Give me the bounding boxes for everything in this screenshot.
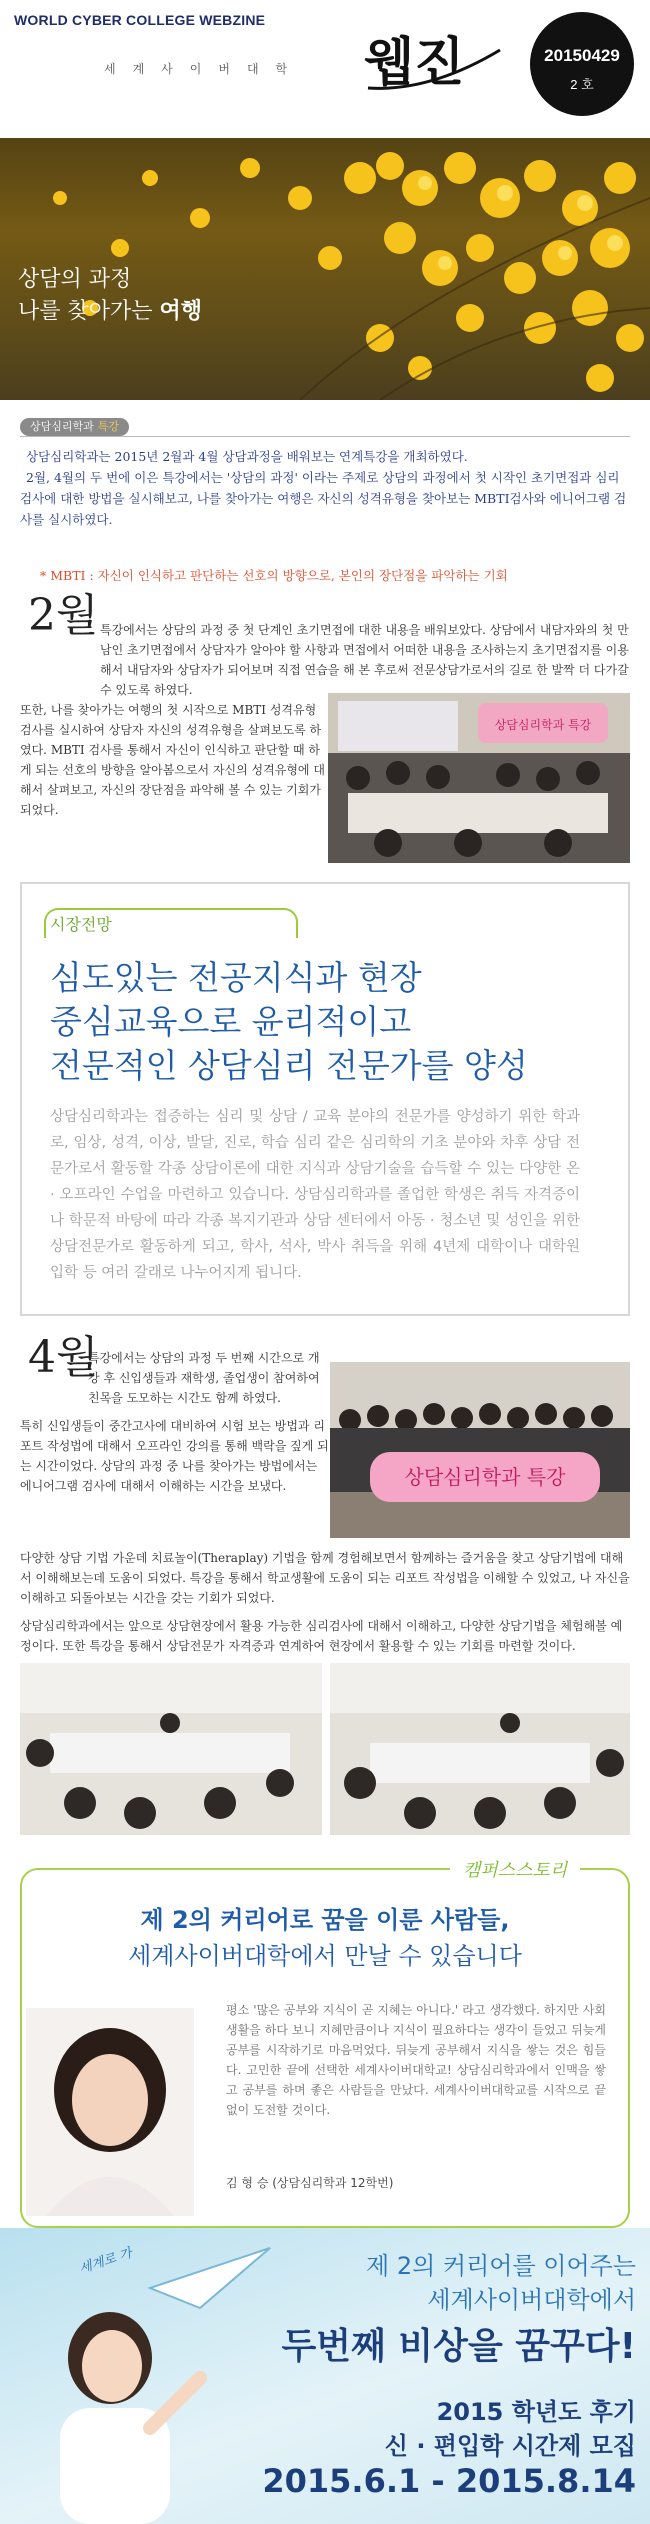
banner-line: 세계사이버대학에서 bbox=[427, 2286, 636, 2314]
webzine-logo bbox=[360, 22, 520, 102]
apr-wide-text bbox=[20, 1548, 630, 1664]
apr-dropcap: 4월 bbox=[28, 1332, 99, 1383]
student-quote: 평소 '많은 공부와 지식이 곧 지혜는 아니다.' 라고 생각했다. 하지만 사회생활을 하다 보니 지혜만큼이나 지식이 필요하다는 생각이 들었고 뒤늦게 공부를 시작하기로 마음먹었다. 뒤늦게 공부해서 지식을 쌓는 것은 힘들다. 고민한 끝에 선택한 세계사이버대학교! 상담심리학과에서 인맥을 쌓고 공부를 하며 좋은 사람들을 만났다. 세계사이버대학교를 시작으로 끝없이 도전할 것이다. bbox=[226, 2003, 606, 2117]
market-outlook-body: 상담심리학과는 접증하는 심리 및 상담 / 교육 분야의 전문가를 양성하기 위한 학과로, 임상, 성격, 이상, 발달, 진로, 학습 심리 같은 심리학의 기초 분야와 차후 상담 전문가로서 활동할 각종 상담이론에 대한 지식과 상담기술을 습득할 수 있는 다양한 온 · 오프라인 수업을 마련하고 있습니다. 상담심리학과를 졸업한 학생은 취득 자격증이나 학문적 바탕에 따라 각종 복지기관과 상담 센터에서 아동 · 청소년 및 성인을 위한 상담전문가로 활동하게 되고, 학사, 석사, 박사 취득을 위해 4년제 대학이나 대학원 입학 등 여러 갈래로 나누어지게 됩니다. bbox=[50, 1109, 580, 1281]
student-portrait bbox=[26, 2008, 194, 2216]
campus-story-title: 제 2의 커리어로 꿈을 이룬 사람들, bbox=[140, 1906, 510, 1934]
issue-number: 2 호 bbox=[570, 77, 594, 92]
issue-badge bbox=[530, 12, 634, 116]
mbti-note: * MBTI : 자신이 인식하고 판단하는 선호의 방향으로, 본인의 장단점을 파악하는 기회 bbox=[40, 568, 508, 583]
student-author: 김 형 승 (상담심리학과 12학번) bbox=[226, 2176, 394, 2190]
theraplay-photo-left bbox=[20, 1663, 322, 1835]
theraplay-photo-right bbox=[330, 1663, 630, 1835]
market-outlook-title-line: 중심교육으로 윤리적이고 bbox=[50, 1002, 412, 1041]
market-outlook-title-line: 전문적인 상담심리 전문가를 양성 bbox=[50, 1046, 528, 1085]
hero-subtitle-bold: 여행 bbox=[159, 299, 203, 324]
hero-subtitle bbox=[18, 294, 202, 325]
section-divider bbox=[20, 436, 630, 437]
feb-dropcap: 2월 bbox=[28, 590, 99, 641]
issue-date: 20150429 bbox=[544, 46, 620, 65]
campus-story-subtitle: 세계사이버대학에서 만날 수 있습니다 bbox=[128, 1942, 522, 1970]
feb-lecture-photo bbox=[328, 693, 630, 863]
intro-text bbox=[20, 446, 630, 530]
apr-lead-text: 특강에서는 상담의 과정 두 번째 시간으로 개강 후 신입생들과 재학생, 졸업생이 참여하여 친목을 도모하는 시간도 함께 하였다. bbox=[88, 1351, 320, 1405]
market-outlook-title bbox=[50, 956, 590, 1088]
section-tag bbox=[20, 418, 129, 436]
section-tag-sub: 특강 bbox=[97, 420, 120, 433]
banner-headline: 두번째 비상을 꿈꾸다! bbox=[281, 2326, 636, 2367]
apr-body-text: 특히 신입생들이 중간고사에 대비하여 시험 보는 방법과 리포트 작성법에 대해서 오프라인 강의를 통해 백락을 짚게 되는 시간이었다. 상담의 과정 중 나를 찾아가는 방법에서는 에니어그램 검사에 대해서 이해하는 시간을 보냈다. bbox=[20, 1419, 329, 1493]
section-tag-label: 상담심리학과 bbox=[30, 420, 94, 433]
banner-term: 2015 학년도 후기 bbox=[436, 2398, 636, 2426]
header bbox=[0, 0, 650, 138]
brand-title: WORLD CYBER COLLEGE WEBZINE bbox=[14, 12, 266, 28]
feb-lead-text: 특강에서는 상담의 과정 중 첫 단계인 초기면접에 대한 내용을 배워보았다. 상담에서 내담자와의 첫 만남인 초기면접에서 상담자가 알아야 할 사항과 면접에서 어떠한 내용을 조사하는지 초기면접지를 이용해서 내담자와 상담자가 되어보며 직접 연습을 해 본 후로써 전문상담가로서의 길로 한 발짝 더 다가갈 수 있도록 하였다. bbox=[100, 623, 629, 697]
feb-body-text: 또한, 나를 찾아가는 여행의 첫 시작으로 MBTI 성격유형검사를 실시하여 상담자 자신의 성격유형을 살펴보도록 하였다. MBTI 검사를 통해서 자신이 인식하고 판단할 때 하게 되는 선호의 방향을 알아봄으로서 자신의 성격유형에 대해서 살펴보고, 자신의 장단점을 파악해 볼 수 있는 기회가 되었다. bbox=[20, 703, 325, 817]
apr-wide-paragraph: 다양한 상담 기법 가운데 치료놀이(Theraplay) 기법을 함께 경험해보면서 함께하는 즐거움을 찾고 상담기법에 대해서 이해해보는데 도움이 되었다. 특강을 통해서 학교생활에 도움이 되는 리포트 작성법을 이해할 수 있었고, 나 자신을 이해하고 되돌아보는 시간을 갖는 기회가 되었다. bbox=[20, 1551, 630, 1605]
banner-recruitment: 신 · 편입학 시간제 모집 bbox=[384, 2432, 636, 2460]
market-outlook-title-line: 심도있는 전공지식과 현장 bbox=[50, 958, 422, 997]
intro-paragraph: 2월, 4월의 두 번에 이은 특강에서는 '상담의 과정' 이라는 주제로 상담의 과정에서 첫 시작인 초기면접과 심리검사에 대한 방법을 실시해보고, 나를 찾아가는 여행은 자신의 성격유형을 찾아보는 MBTI검사와 에니어그램 검사를 실시하였다. bbox=[20, 470, 627, 527]
hero-subtitle-prefix: 나를 찾아가는 bbox=[18, 299, 160, 324]
apr-group-photo bbox=[330, 1362, 630, 1538]
banner-line: 제 2의 커리어를 이어주는 bbox=[366, 2252, 636, 2280]
intro-paragraph: 상담심리학과는 2015년 2월과 4월 상담과정을 배워보는 연계특강을 개최하였다. bbox=[26, 449, 468, 464]
webzine-logo-text: 웹진 bbox=[364, 33, 465, 93]
apr-photo-banner: 상담심리학과 특강 bbox=[404, 1465, 566, 1489]
banner-period: 2015.6.1 - 2015.8.14 bbox=[262, 2462, 636, 2500]
banner-script: 세계로 가 bbox=[77, 2245, 134, 2277]
hero-title: 상담의 과정 bbox=[18, 267, 132, 292]
feb-photo-banner: 상담심리학과 특강 bbox=[494, 718, 592, 732]
brand-korean: 세계사이버대학 bbox=[104, 62, 305, 76]
market-outlook-label: 시장전망 bbox=[50, 915, 112, 934]
campus-story-label: 캠퍼스스토리 bbox=[450, 1856, 580, 1880]
apr-wide-paragraph: 상담심리학과에서는 앞으로 상담현장에서 활용 가능한 심리검사에 대해서 이해하고, 다양한 상담기법을 체험해볼 예정이다. 또한 특강을 통해서 상담전문가 자격증과 연계하여 현장에서 활용할 수 있는 기회를 마련할 것이다. bbox=[20, 1619, 623, 1653]
